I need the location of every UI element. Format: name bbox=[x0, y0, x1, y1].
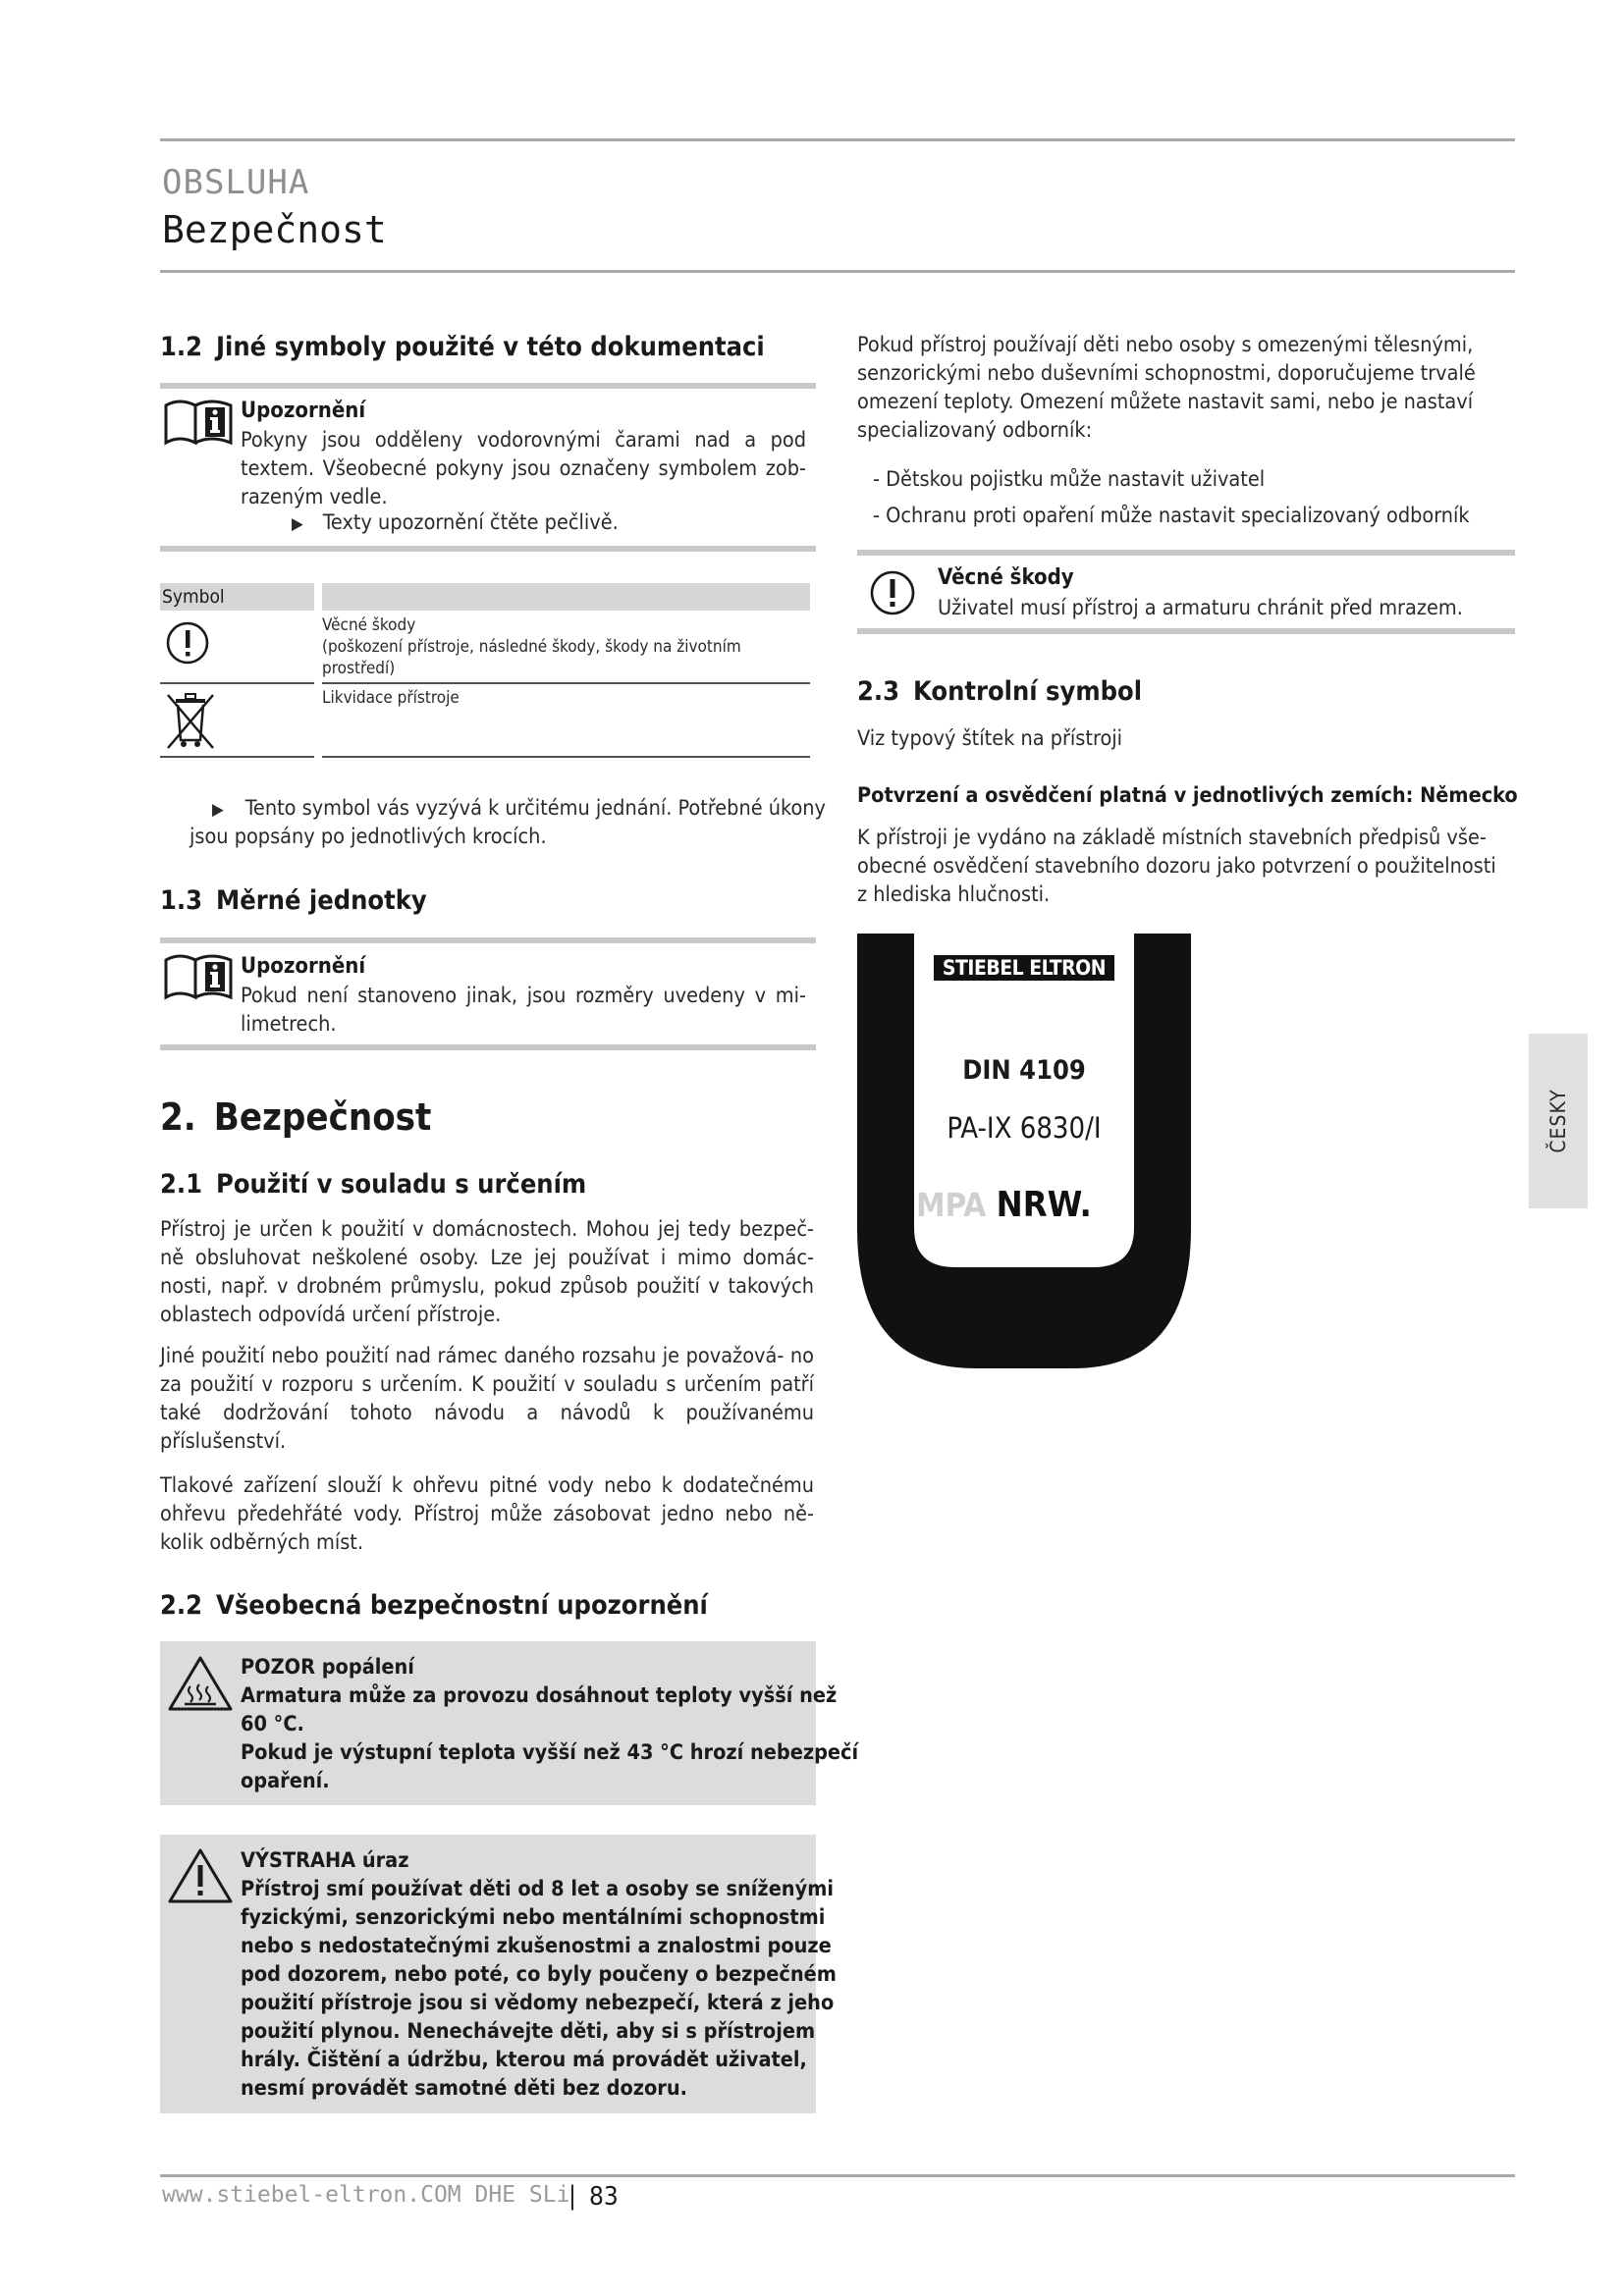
table-row-divider bbox=[160, 682, 314, 684]
notice-top-bar bbox=[857, 550, 1515, 556]
exclamation-circle-icon bbox=[869, 569, 916, 616]
warning-line: Pokud je výstupní teplota vyšší než 43 °C hrozí nebezpečí bbox=[241, 1740, 859, 1765]
book-info-icon bbox=[162, 398, 235, 449]
table-row-line: (poškození přístroje, následné škody, škody na životním bbox=[322, 637, 741, 657]
text-line: K přístroji je vydáno na základě místních stavebních předpisů vše- bbox=[857, 826, 1487, 850]
list-item-text: Ochranu proti opaření může nastavit specializovaný odborník bbox=[886, 504, 1470, 528]
heading-text: Všeobecná bezpečnostní upozornění bbox=[216, 1590, 708, 1621]
exclamation-circle-icon bbox=[165, 620, 210, 666]
bullet-arrow-icon: ▶ bbox=[292, 514, 303, 534]
table-header-label: Symbol bbox=[162, 586, 225, 608]
heading-2-2 bbox=[160, 1590, 708, 1621]
warning-line: Armatura může za provozu dosáhnout teploty vyšší než bbox=[241, 1683, 838, 1708]
text-line: specializovaný odborník: bbox=[857, 418, 1093, 443]
heading-text: Měrné jednotky bbox=[216, 885, 427, 916]
warning-line: použití plynou. Nenechávejte děti, aby si s přístrojem bbox=[241, 2019, 816, 2044]
certification-mark bbox=[857, 934, 1191, 1368]
header-top-rule bbox=[160, 138, 1515, 141]
book-info-icon bbox=[162, 952, 235, 1003]
cert-heading: Potvrzení a osvědčení platná v jednotlivých zemích: Německo bbox=[857, 783, 1518, 808]
text-line: obecné osvědčení stavebního dozoru jako potvrzení o použitelnosti bbox=[857, 854, 1496, 879]
warning-line: fyzickými, senzorickými nebo mentálními schopnostmi bbox=[241, 1905, 826, 1930]
table-header-desc bbox=[322, 583, 810, 611]
text-line: omezení teploty. Omezení můžete nastavit sami, nebo je nastaví bbox=[857, 390, 1474, 414]
paragraph: Tlakové zařízení slouží k ohřevu pitné vody nebo k dodatečnému ohřevu předehřáté vody. Přístroj může zásobovat jedno nebo ně- kolik odběrných míst. bbox=[160, 1473, 814, 1555]
bullet-item bbox=[292, 510, 619, 535]
page-title: Bezpečnost bbox=[162, 208, 387, 251]
right-paragraph bbox=[857, 331, 1476, 445]
heading-1-3 bbox=[160, 885, 427, 916]
action-instruction bbox=[212, 796, 826, 821]
notice-top-bar bbox=[160, 383, 816, 389]
notice-title: Věcné škody bbox=[938, 565, 1074, 590]
nrw-text: NRW. bbox=[996, 1185, 1092, 1225]
notice-title: Upozornění bbox=[241, 954, 366, 979]
heading-text: Kontrolní symbol bbox=[913, 676, 1143, 707]
warning-title: POZOR popálení bbox=[241, 1655, 414, 1680]
text-line: Pokud přístroj používají děti nebo osoby s omezenými tělesnými, bbox=[857, 333, 1474, 357]
heading-text: Bezpečnost bbox=[213, 1095, 432, 1139]
table-row-divider bbox=[322, 756, 810, 758]
warning-line: Přístroj smí používat děti od 8 let a osoby se sníženými bbox=[241, 1877, 834, 1901]
language-tab-label: ČESKY bbox=[1546, 1089, 1570, 1153]
warning-triangle-icon bbox=[167, 1847, 234, 1904]
bullet-text: Texty upozornění čtěte pečlivě. bbox=[322, 510, 619, 535]
heading-number: 1.2 bbox=[160, 332, 203, 362]
heading-2-3 bbox=[857, 676, 1142, 707]
footer-url: www.stiebel-eltron.COM DHE SLi bbox=[162, 2182, 570, 2208]
heading-number: 2.1 bbox=[160, 1169, 203, 1200]
cert-code: PA-IX 6830/I bbox=[947, 1111, 1102, 1145]
notice-bottom-bar bbox=[857, 628, 1515, 634]
header-section-label: OBSLUHA bbox=[162, 163, 310, 202]
cert-paragraph bbox=[857, 824, 1496, 909]
heading-2-1 bbox=[160, 1169, 586, 1200]
text-line: z hlediska hlučnosti. bbox=[857, 882, 1051, 907]
heading-1-2 bbox=[160, 332, 765, 362]
action-text: Tento symbol vás vyzývá k určitému jednání. Potřebné úkony bbox=[244, 796, 826, 821]
notice-text: Pokud není stanoveno jinak, jsou rozměry uvedeny v mi- limetrech. bbox=[241, 984, 806, 1037]
page-number: 83 bbox=[589, 2182, 619, 2212]
list-item-text: Dětskou pojistku může nastavit uživatel bbox=[886, 467, 1266, 492]
notice-bottom-bar bbox=[160, 1044, 816, 1050]
list-item bbox=[873, 465, 1265, 494]
warning-title: VÝSTRAHA úraz bbox=[241, 1848, 409, 1873]
text-line: senzorickými nebo duševními schopnostmi, doporučujeme trvalé bbox=[857, 361, 1476, 386]
list-dash: - bbox=[873, 467, 887, 492]
action-text-cont: jsou popsány po jednotlivých krocích. bbox=[189, 825, 547, 849]
cert-din: DIN 4109 bbox=[962, 1055, 1086, 1086]
heading-number: 2.3 bbox=[857, 676, 900, 707]
warning-line: opaření. bbox=[241, 1769, 330, 1793]
cert-u-frame-icon bbox=[857, 934, 1191, 1368]
table-row-line: prostředí) bbox=[322, 659, 396, 678]
warning-line: 60 °C. bbox=[241, 1712, 304, 1736]
notice-top-bar bbox=[160, 937, 816, 943]
language-tab bbox=[1529, 1034, 1588, 1208]
footer-separator: | bbox=[568, 2181, 576, 2211]
heading-2 bbox=[160, 1095, 431, 1139]
mpa-nrw-logo bbox=[916, 1185, 1092, 1225]
heading-text: Jiné symboly použité v této dokumentaci bbox=[216, 332, 765, 362]
notice-text: Uživatel musí přístroj a armaturu chránit před mrazem. bbox=[938, 596, 1463, 620]
mpa-text: MPA bbox=[916, 1186, 987, 1224]
heading-number: 2. bbox=[160, 1095, 196, 1139]
warning-line: hrály. Čištění a údržbu, kterou má provádět uživatel, bbox=[241, 2048, 807, 2072]
table-row-divider bbox=[160, 756, 314, 758]
table-row-line: Věcné škody bbox=[322, 615, 416, 635]
heading-text: Použití v souladu s určením bbox=[216, 1169, 587, 1200]
paragraph: Jiné použití nebo použití nad rámec daného rozsahu je považová- no za použití v rozporu s určením. K použití v souladu s určením patří také dodržování tohoto návodu a návodů k používanému příslušenství. bbox=[160, 1344, 814, 1454]
action-arrow-icon: ▶ bbox=[212, 800, 224, 820]
list-dash: - bbox=[873, 504, 887, 528]
heading-number: 2.2 bbox=[160, 1590, 203, 1621]
warning-line: pod dozorem, nebo poté, co byly poučeny o bezpečném bbox=[241, 1962, 837, 1987]
crossed-bin-icon bbox=[162, 687, 221, 752]
notice-text: Pokyny jsou odděleny vodorovnými čarami nad a pod textem. Všeobecné pokyny jsou označeny symbolem zob- razeným vedle. bbox=[241, 428, 806, 509]
warning-line: nebo s nedostatečnými zkušenostmi a znalostmi pouze bbox=[241, 1934, 832, 1958]
paragraph: Přístroj je určen k použití v domácnostech. Mohou jej tedy bezpeč- ně obsluhovat neškolené osoby. Lze jej používat i mimo domác- nosti, např. v drobném průmyslu, pokud způsob použití v takových oblastech odpovídá určení přístroje. bbox=[160, 1217, 814, 1327]
table-row-divider bbox=[322, 682, 810, 684]
header-bottom-rule bbox=[160, 270, 1515, 273]
paragraph: Viz typový štítek na přístroji bbox=[857, 726, 1123, 751]
list-item bbox=[873, 502, 1470, 530]
notice-title: Upozornění bbox=[241, 399, 366, 423]
table-row-text: Likvidace přístroje bbox=[322, 688, 460, 708]
notice-bottom-bar bbox=[160, 546, 816, 552]
footer-rule bbox=[160, 2174, 1515, 2177]
warning-line: nesmí provádět samotné děti bez dozoru. bbox=[241, 2076, 687, 2101]
brand-logo: STIEBEL ELTRON bbox=[934, 955, 1114, 981]
hot-surface-warning-icon bbox=[167, 1655, 234, 1712]
heading-number: 1.3 bbox=[160, 885, 203, 916]
table-row-text bbox=[322, 614, 741, 679]
warning-line: použití přístroje jsou si vědomy nebezpečí, která z jeho bbox=[241, 1991, 835, 2015]
